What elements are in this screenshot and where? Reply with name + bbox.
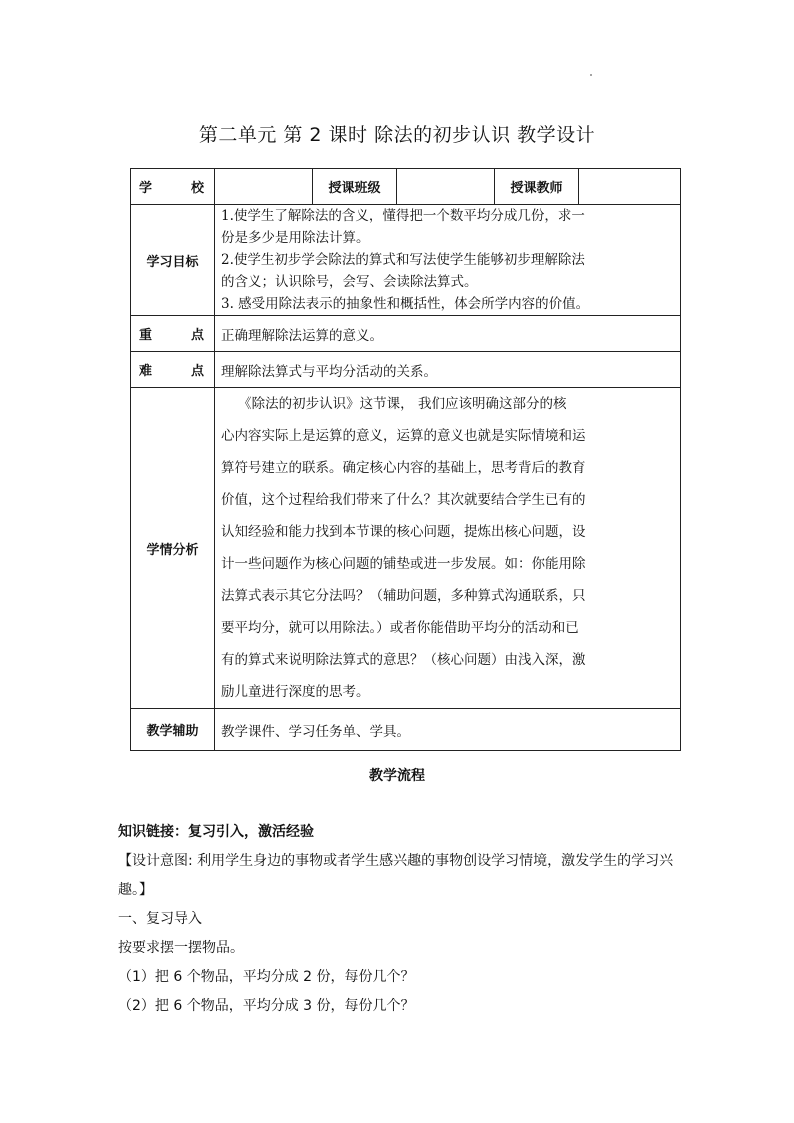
goal-line: 3. 感受用除法表示的抽象性和概括性，体会所学内容的价值。 <box>221 296 590 312</box>
diff-label-a: 难 <box>139 364 153 379</box>
design-intent-line: 趣。】 <box>118 882 153 898</box>
goal-line: 1.使学生了解除法的含义，懂得把一个数平均分成几份，求一 <box>221 208 585 224</box>
goal-line: 2.使学生初步学会除法的算式和写法使学生能够初步理解除法 <box>221 252 585 268</box>
table-row-difficulty <box>131 352 681 388</box>
goal-line: 的含义；认识除号，会写、会读除法算式。 <box>221 274 478 290</box>
class-value-cell[interactable] <box>397 169 495 205</box>
school-label-b: 校 <box>190 181 204 196</box>
teacher-value-cell[interactable] <box>579 169 681 205</box>
key-label-b: 点 <box>190 328 204 343</box>
analysis-line: 计一些问题作为核心问题的铺垫或进一步发展。如：你能用除 <box>221 556 586 572</box>
flow-body <box>118 818 688 1021</box>
analysis-line: 价值，这个过程给我们带来了什么？其次就要结合学生已有的 <box>221 492 586 508</box>
analysis-cell <box>215 388 681 709</box>
flow-section-title: 教学流程 <box>369 768 425 784</box>
lesson-info-table <box>130 168 681 751</box>
key-label-cell <box>131 316 215 352</box>
table-row-key-point <box>131 316 681 352</box>
goals-cell <box>215 205 681 316</box>
question-item: （2）把 6 个物品，平均分成 3 份，每份几个？ <box>118 998 415 1014</box>
analysis-line: 有的算式来说明除法算式的意思？（核心问题）由浅入深，激 <box>221 652 586 668</box>
key-label-a: 重 <box>139 328 153 343</box>
table-row-header <box>131 169 681 205</box>
question-item: （1）把 6 个物品，平均分成 2 份，每份几个？ <box>118 969 415 985</box>
class-label: 授课班级 <box>313 169 397 205</box>
school-label-a: 学 <box>139 181 153 196</box>
analysis-line: 《除法的初步认识》这节课， 我们应该明确这部分的核 <box>221 396 567 412</box>
table-row-aids <box>131 709 681 751</box>
diff-label-cell <box>131 352 215 388</box>
page-speck <box>590 74 592 76</box>
diff-label-b: 点 <box>190 364 204 379</box>
analysis-line: 算符号建立的联系。确定核心内容的基础上，思考背后的教育 <box>221 460 586 476</box>
aids-label: 教学辅助 <box>131 709 215 751</box>
analysis-label: 学情分析 <box>131 388 215 709</box>
teacher-label: 授课教师 <box>495 169 579 205</box>
key-point-value: 正确理解除法运算的意义。 <box>215 316 681 352</box>
school-value-cell[interactable] <box>215 169 313 205</box>
analysis-line: 励儿童进行深度的思考。 <box>221 684 370 700</box>
analysis-line: 法算式表示其它分法吗？（辅助问题，多种算式沟通联系，只 <box>221 588 586 604</box>
analysis-line: 心内容实际上是运算的意义，运算的意义也就是实际情境和运 <box>221 428 586 444</box>
goal-line: 份是多少是用除法计算。 <box>221 230 370 246</box>
table-row-analysis <box>131 388 681 709</box>
difficulty-value: 理解除法算式与平均分活动的关系。 <box>215 352 681 388</box>
document-title: 第二单元 第 2 课时 除法的初步认识 教学设计 <box>198 124 596 146</box>
instruction-text: 按要求摆一摆物品。 <box>118 940 244 956</box>
design-intent-line: 【设计意图: 利用学生身边的事物或者学生感兴趣的事物创设学习情境，激发学生的学习兴 <box>118 853 674 869</box>
analysis-line: 要平均分，就可以用除法。）或者你能借助平均分的活动和已 <box>221 620 579 636</box>
goals-label: 学习目标 <box>131 205 215 316</box>
analysis-line: 认知经验和能力找到本节课的核心问题，提炼出核心问题，设 <box>221 524 586 540</box>
school-label-cell <box>131 169 215 205</box>
aids-value: 教学课件、学习任务单、学具。 <box>215 709 681 751</box>
part-heading: 一、复习导入 <box>118 911 202 927</box>
knowledge-link-heading: 知识链接：复习引入，激活经验 <box>118 824 314 840</box>
table-row-goals <box>131 205 681 316</box>
